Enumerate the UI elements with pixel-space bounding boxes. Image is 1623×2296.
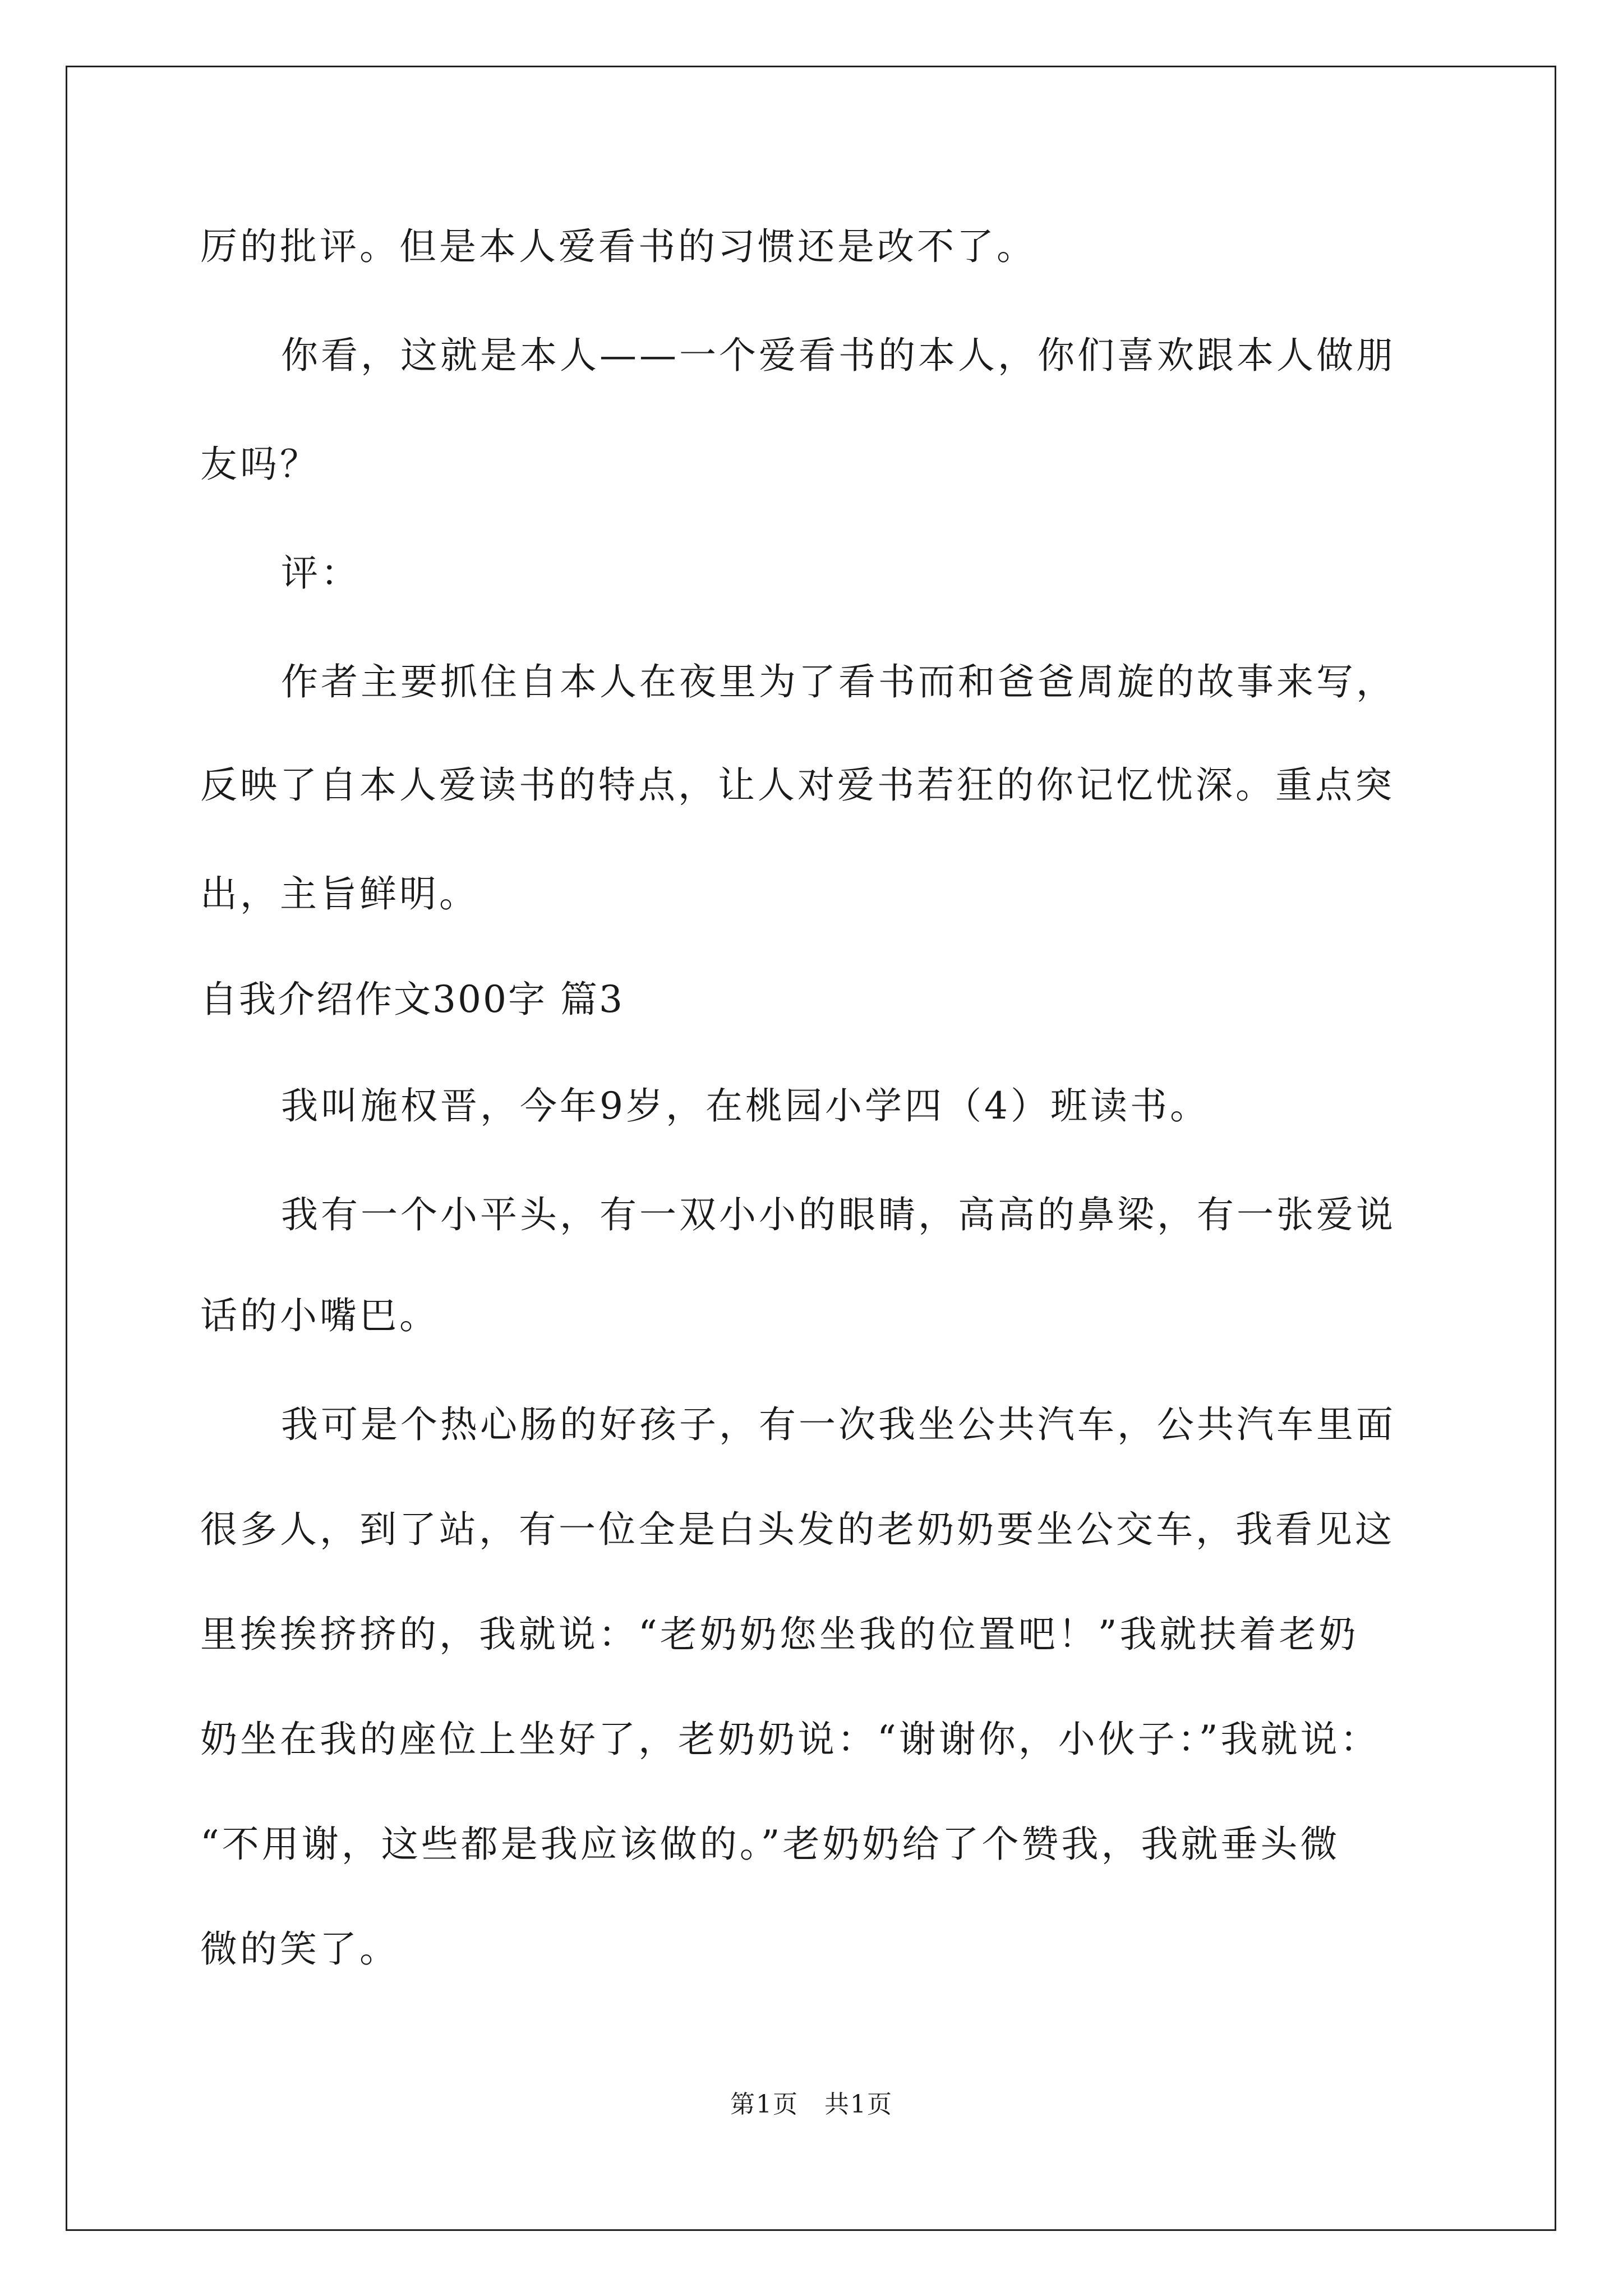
page-number-footer: 第1页 共1页 [730,2090,893,2119]
body-text-line: 反映了自本人爱读书的特点，让人对爱书若狂的你记忆忧深。重点突 [200,763,1395,807]
body-text-line: 作者主要抓住自本人在夜里为了看书而和爸爸周旋的故事来写， [281,660,1396,703]
body-text-line: 我可是个热心肠的好孩子，有一次我坐公共汽车，公共汽车里面 [281,1403,1396,1446]
body-text-line: 我有一个小平头，有一双小小的眼睛，高高的鼻梁，有一张爱说 [281,1193,1396,1236]
body-text-line: 奶坐在我的座位上坐好了，老奶奶说：“谢谢你，小伙子：”我就说： [200,1718,1380,1761]
body-text-line: 厉的批评。但是本人爱看书的习惯还是改不了。 [200,225,1036,268]
section-heading: 自我介绍作文300字 篇3 [200,978,624,1021]
body-text-line: 出，主旨鲜明。 [200,872,479,915]
body-text-line: 你看，这就是本人——一个爱看书的本人，你们喜欢跟本人做朋 [281,334,1396,377]
body-text-line: “不用谢，这些都是我应该做的。”老奶奶给了个赞我，我就垂头微 [200,1823,1340,1866]
body-text-line: 里挨挨挤挤的，我就说：“老奶奶您坐我的位置吧！”我就扶着老奶 [200,1613,1359,1656]
body-text-line: 很多人，到了站，有一位全是白头发的老奶奶要坐公交车，我看见这 [200,1508,1395,1551]
body-text-line: 评： [281,551,361,595]
body-text-line: 微的笑了。 [200,1927,399,1971]
body-text-line: 话的小嘴巴。 [200,1294,439,1337]
body-text-line: 友吗？ [200,443,320,486]
body-text-line: 我叫施权晋，今年9岁，在桃园小学四（4）班读书。 [281,1084,1210,1128]
page-border [66,66,1556,2231]
